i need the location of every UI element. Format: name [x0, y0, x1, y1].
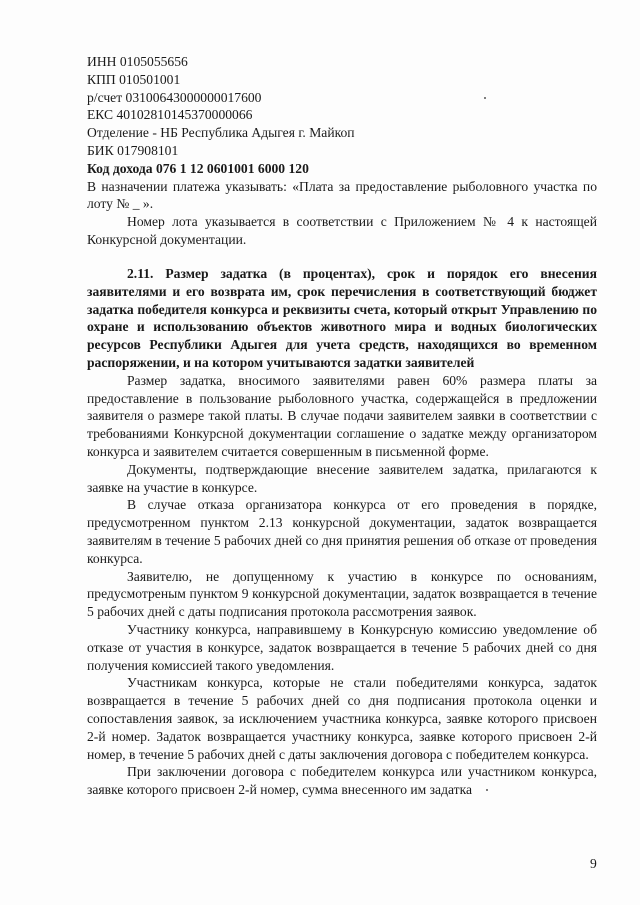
payment-purpose-paragraph: В назначении платежа указывать: «Плата за предоставление рыболовного участка по лоту № _ ».	[87, 178, 597, 212]
body-paragraph: Участникам конкурса, которые не стали победителями конкурса, задаток возвращается в течение 5 рабочих дней со дня подписания протокола оценки и сопоставления заявок, за исключением участника конкурса, заявке которого присвоен 2-й номер. Задаток возвращается участнику конкурса, заявке которого присвоен 2-й номер, в течение 5 рабочих дней с даты заключения договора с победителем конкурса.	[87, 675, 597, 762]
section-2-11	[87, 265, 597, 799]
eks-line: ЕКС 40102810145370000066	[87, 107, 253, 123]
body-paragraph: При заключении договора с победителем конкурса или участником конкурса, заявке которого присвоен 2-й номер, сумма внесенного им задатка	[87, 764, 597, 798]
scan-speck	[486, 789, 488, 791]
lot-number-paragraph: Номер лота указывается в соответствии с Приложением № 4 к настоящей Конкурсной документации.	[87, 214, 597, 247]
kpp-line: КПП 010501001	[87, 71, 181, 87]
page-number: 9	[590, 856, 597, 871]
income-code-line: Код дохода 076 1 12 0601001 6000 120	[87, 160, 309, 176]
payment-details	[87, 53, 597, 249]
section-heading: 2.11. Размер задатка (в процентах), срок и порядок его внесения заявителями и его возврата им, срок перечисления в соответствующий бюджет задатка победителя конкурса и реквизиты счета, который открыт Управлению по охране и использованию объектов животного мира и водных биологических ресурсов Республики Адыгея для учета средств, находящихся во временном распоряжении, и на котором учитываются задатки заявителей	[87, 266, 597, 370]
bank-branch-line: Отделение - НБ Республика Адыгея г. Майкоп	[87, 125, 355, 141]
bik-line: БИК 017908101	[87, 142, 179, 158]
scan-speck	[484, 97, 486, 99]
body-paragraph: Участнику конкурса, направившему в Конкурсную комиссию уведомление об отказе от участия в конкурсе, задаток возвращается в течение 5 рабочих дней со дня получения комиссией такого уведомления.	[87, 621, 597, 673]
body-paragraph: Размер задатка, вносимого заявителями равен 60% размера платы за предоставление в пользование рыболовного участка, содержащейся в предложении заявителя о размере такой платы. В случае подачи заявителем заявки в соответствии с требованиями Конкурсной документации соглашение о задатке между организатором конкурса и заявителем считается совершенным в письменной форме.	[87, 372, 597, 459]
body-paragraph: В случае отказа организатора конкурса от его проведения в порядке, предусмотренном пунктом 2.13 конкурсной документации, задаток возвращается заявителям в течение 5 рабочих дней со дня принятия решения об отказе от проведения конкурса.	[87, 497, 597, 566]
body-paragraph: Заявителю, не допущенному к участию в конкурсе по основаниям, предусмотреным пунктом 9 конкурсной документации, задаток возвращается в течение 5 рабочих дней с даты подписания протокола рассмотрения заявок.	[87, 568, 597, 620]
inn-line: ИНН 0105055656	[87, 54, 188, 69]
body-paragraph: Документы, подтверждающие внесение заявителем задатка, прилагаются к заявке на участие в конкурсе.	[87, 461, 597, 495]
account-line: р/счет 03100643000000017600	[87, 89, 262, 105]
